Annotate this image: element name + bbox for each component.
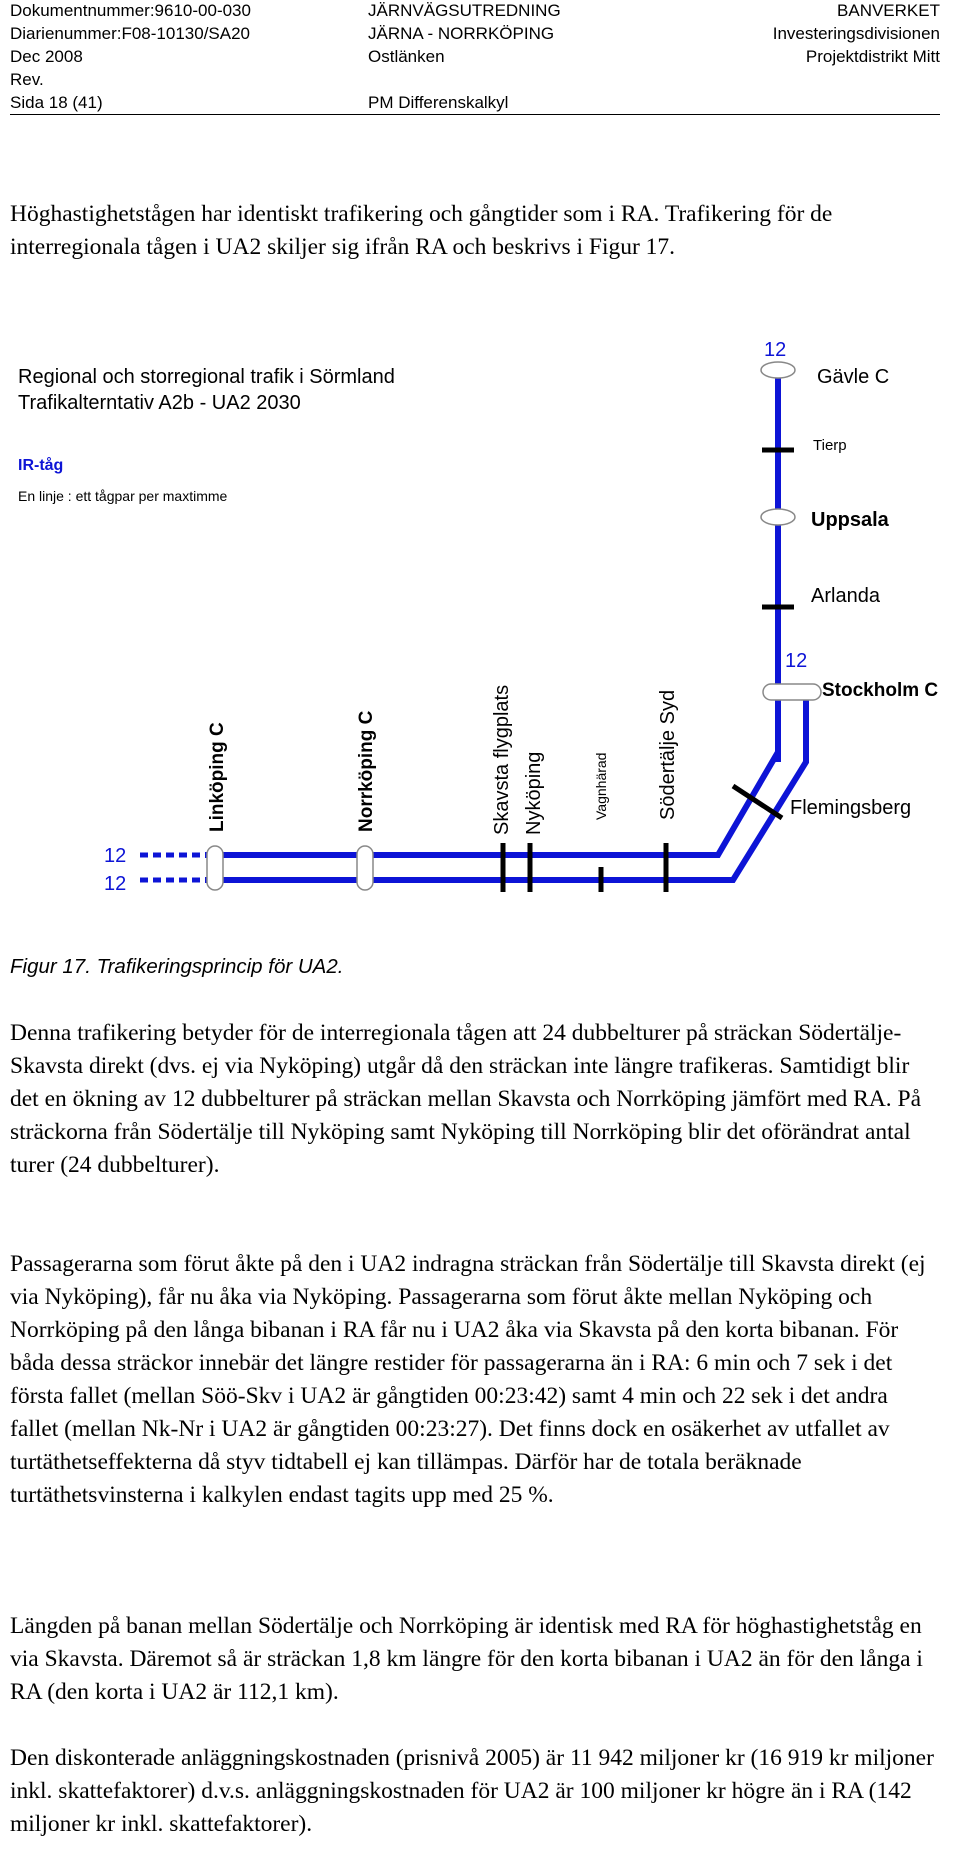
document-date: Dec 2008 (10, 47, 83, 66)
station-marker-uppsala (761, 509, 795, 525)
header-row (10, 0, 940, 23)
label-nykoping: Nyköping (523, 751, 545, 835)
station-marker-linkoping (207, 846, 223, 890)
label-linkoping: Linköping C (207, 722, 228, 832)
organization: BANVERKET (837, 1, 940, 20)
station-marker-norrkoping (357, 846, 373, 890)
revision: Rev. (10, 70, 44, 89)
figure-subtitle: Trafikalterntativ A2b - UA2 2030 (18, 392, 301, 414)
division: Investeringsdivisionen (772, 24, 940, 43)
station-marker-gavle (761, 362, 795, 378)
figure-title: Regional och storregional trafik i Sörmland (18, 366, 395, 388)
count-left-top: 12 (104, 845, 127, 867)
count-stockholm: 12 (785, 650, 808, 672)
label-gavle: Gävle C (817, 366, 890, 388)
label-vagnharad: Vagnhärad (593, 752, 609, 820)
document-number: Dokumentnummer:9610-00-030 (10, 1, 251, 20)
district: Projektdistrikt Mitt (805, 47, 940, 66)
label-uppsala: Uppsala (811, 509, 889, 531)
label-flemingsberg: Flemingsberg (790, 797, 912, 819)
header-row (10, 69, 940, 92)
header-row (10, 23, 940, 46)
header-row (10, 46, 940, 69)
body-paragraph: Denna trafikering betyder för de interregionala tågen att 24 dubbelturer på sträckan Södertälje-Skavsta direkt (dvs. ej via Nyköping) utgår då den sträckan inte längre trafikeras. Samtidigt blir det en ökning av 12 dubbelturer på sträckan mellan Skavsta och Norrköping jämfört med RA. På sträckorna från Södertälje till Nyköping samt Nyköping till Norrköping blir det oförändrat antal turer (24 dubbelturer). (10, 1020, 922, 1178)
body-paragraph: Den diskonterade anläggningskostnaden (prisnivå 2005) är 11 942 miljoner kr (16 919 kr miljoner inkl. skattefaktorer) d.v.s. anläggningskostnaden för UA2 är 100 miljoner kr högre än i RA (142 miljoner kr inkl. skattefaktorer). (10, 1745, 934, 1837)
project-name: Ostlänken (368, 47, 445, 66)
count-gavle: 12 (764, 339, 787, 361)
label-arlanda: Arlanda (811, 585, 880, 607)
station-ticks (503, 450, 794, 892)
memo-title: PM Differenskalkyl (368, 93, 509, 112)
body-paragraph: Längden på banan mellan Södertälje och Norrköping är identisk med RA för höghastighetståg en via Skavsta. Däremot så är sträckan 1,8 km längre för den korta bibanan i UA2 än för den långa i RA (den korta i UA2 är 112,1 km). (10, 1613, 923, 1705)
document-type: JÄRNVÄGSUTREDNING (368, 1, 561, 20)
train-type-label: IR-tåg (18, 457, 64, 474)
count-left-bottom: 12 (104, 873, 127, 895)
label-sodertalje: Södertälje Syd (657, 689, 679, 820)
train-traffic-diagram (0, 320, 960, 940)
label-tierp: Tierp (813, 437, 847, 454)
page-header (10, 0, 940, 115)
figure-caption: Figur 17. Trafikeringsprincip för UA2. (10, 955, 344, 978)
header-row (10, 92, 940, 115)
page-number: Sida 18 (41) (10, 93, 103, 112)
label-skavsta: Skavsta flygplats (491, 684, 513, 835)
header-divider (10, 114, 940, 115)
body-paragraph: Passagerarna som förut åkte på den i UA2 indragna sträckan från Södertälje till Skavsta direkt (ej via Nyköping), får nu åka via Nyköping. Passagerarna som förut åkte mellan Nyköping och Norrköping på den långa bibanan i RA får nu i UA2 åka via Skavsta på den korta bibanan. För båda dessa sträckor innebär det längre restider för passagerarna än i RA: 6 min och 7 sek i det första fallet (mellan Söö-Skv i UA2 är gångtiden 00:23:42) samt 4 min och 22 sek i det andra fallet (mellan Nk-Nr i UA2 är gångtiden 00:23:27). Det finns dock en osäkerhet av utfallet av turtäthetseffekterna då styv tidtabell ej kan tillämpas. Därför har de totala beräknade turtäthetsvinsterna i kalkylen endast tagits upp med 25 %. (10, 1251, 926, 1508)
legend-note: En linje : ett tågpar per maxtimme (18, 488, 228, 504)
intro-paragraph: Höghastighetstågen har identiskt trafikering och gångtider som i RA. Trafikering för de interregionala tågen i UA2 skiljer sig ifrån RA och beskrivs i Figur 17. (10, 201, 833, 260)
registration-number: Diarienummer:F08-10130/SA20 (10, 24, 251, 43)
label-stockholm: Stockholm C (822, 680, 939, 701)
station-marker-stockholm (763, 684, 821, 700)
label-norrkoping: Norrköping C (356, 710, 377, 832)
project-route: JÄRNA - NORRKÖPING (368, 24, 555, 43)
